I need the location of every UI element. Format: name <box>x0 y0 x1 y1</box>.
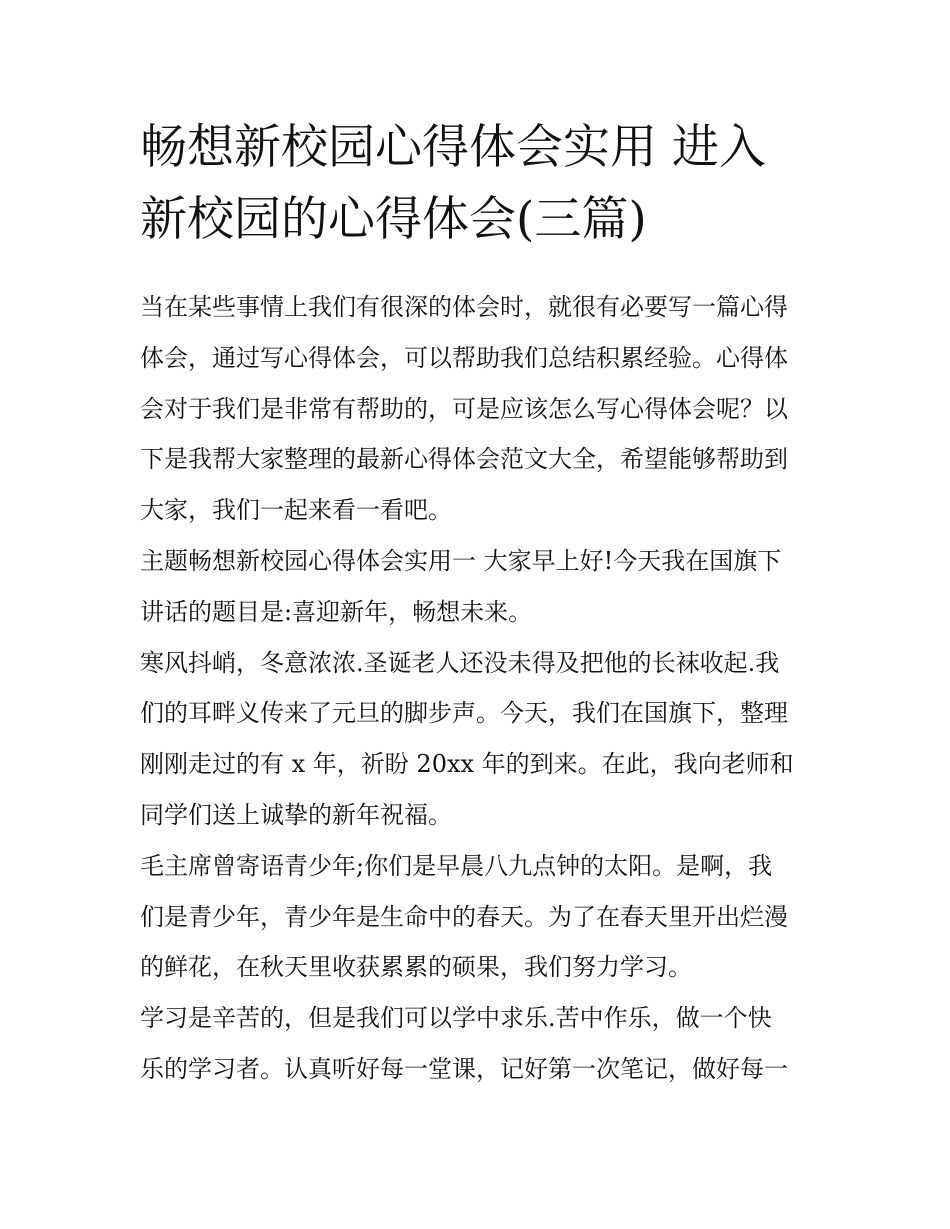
body-line: 体会，通过写心得体会，可以帮助我们总结积累经验。心得体 <box>140 343 788 372</box>
body-line: 乐的学习者。认真听好每一堂课，记好第一次笔记，做好每一 <box>140 1054 788 1083</box>
body-line: 当在某些事情上我们有很深的体会时，就很有必要写一篇心得 <box>140 293 788 321</box>
body-line: 学习是辛苦的，但是我们可以学中求乐.苦中作乐，做一个快 <box>140 1004 772 1033</box>
title-line: 新校园的心得体会(三篇) <box>140 192 647 247</box>
body-line: 讲话的题目是:喜迎新年，畅想未来。 <box>140 597 533 626</box>
body-line: 下是我帮大家整理的最新心得体会范文大全，希望能够帮助到 <box>140 445 788 474</box>
document-title <box>140 112 820 256</box>
body-line: 会对于我们是非常有帮助的，可是应该怎么写心得体会呢？以 <box>140 394 788 423</box>
body-line: 同学们送上诚挚的新年祝福。 <box>140 800 452 829</box>
body-line: 大家，我们一起来看一看吧。 <box>140 496 452 525</box>
body-line: 们的耳畔义传来了元旦的脚步声。今天，我们在国旗下，整理 <box>140 699 788 728</box>
title-line: 畅想新校园心得体会实用 进入 <box>140 120 766 175</box>
body-line: 刚刚走过的有 x 年，祈盼 20xx 年的到来。在此，我向老师和 <box>140 750 794 779</box>
body-line: 寒风抖峭，冬意浓浓.圣诞老人还没未得及把他的长袜收起.我 <box>140 648 780 677</box>
body-line: 的鲜花，在秋天里收获累累的硕果，我们努力学习。 <box>140 953 692 982</box>
body-line: 主题畅想新校园心得体会实用一 大家早上好!今天我在国旗下 <box>140 546 782 575</box>
body-line: 毛主席曾寄语青少年;你们是早晨八九点钟的太阳。是啊，我 <box>140 851 773 880</box>
body-line: 们是青少年，青少年是生命中的春天。为了在春天里开出烂漫 <box>140 902 788 931</box>
document-body <box>140 282 830 1095</box>
